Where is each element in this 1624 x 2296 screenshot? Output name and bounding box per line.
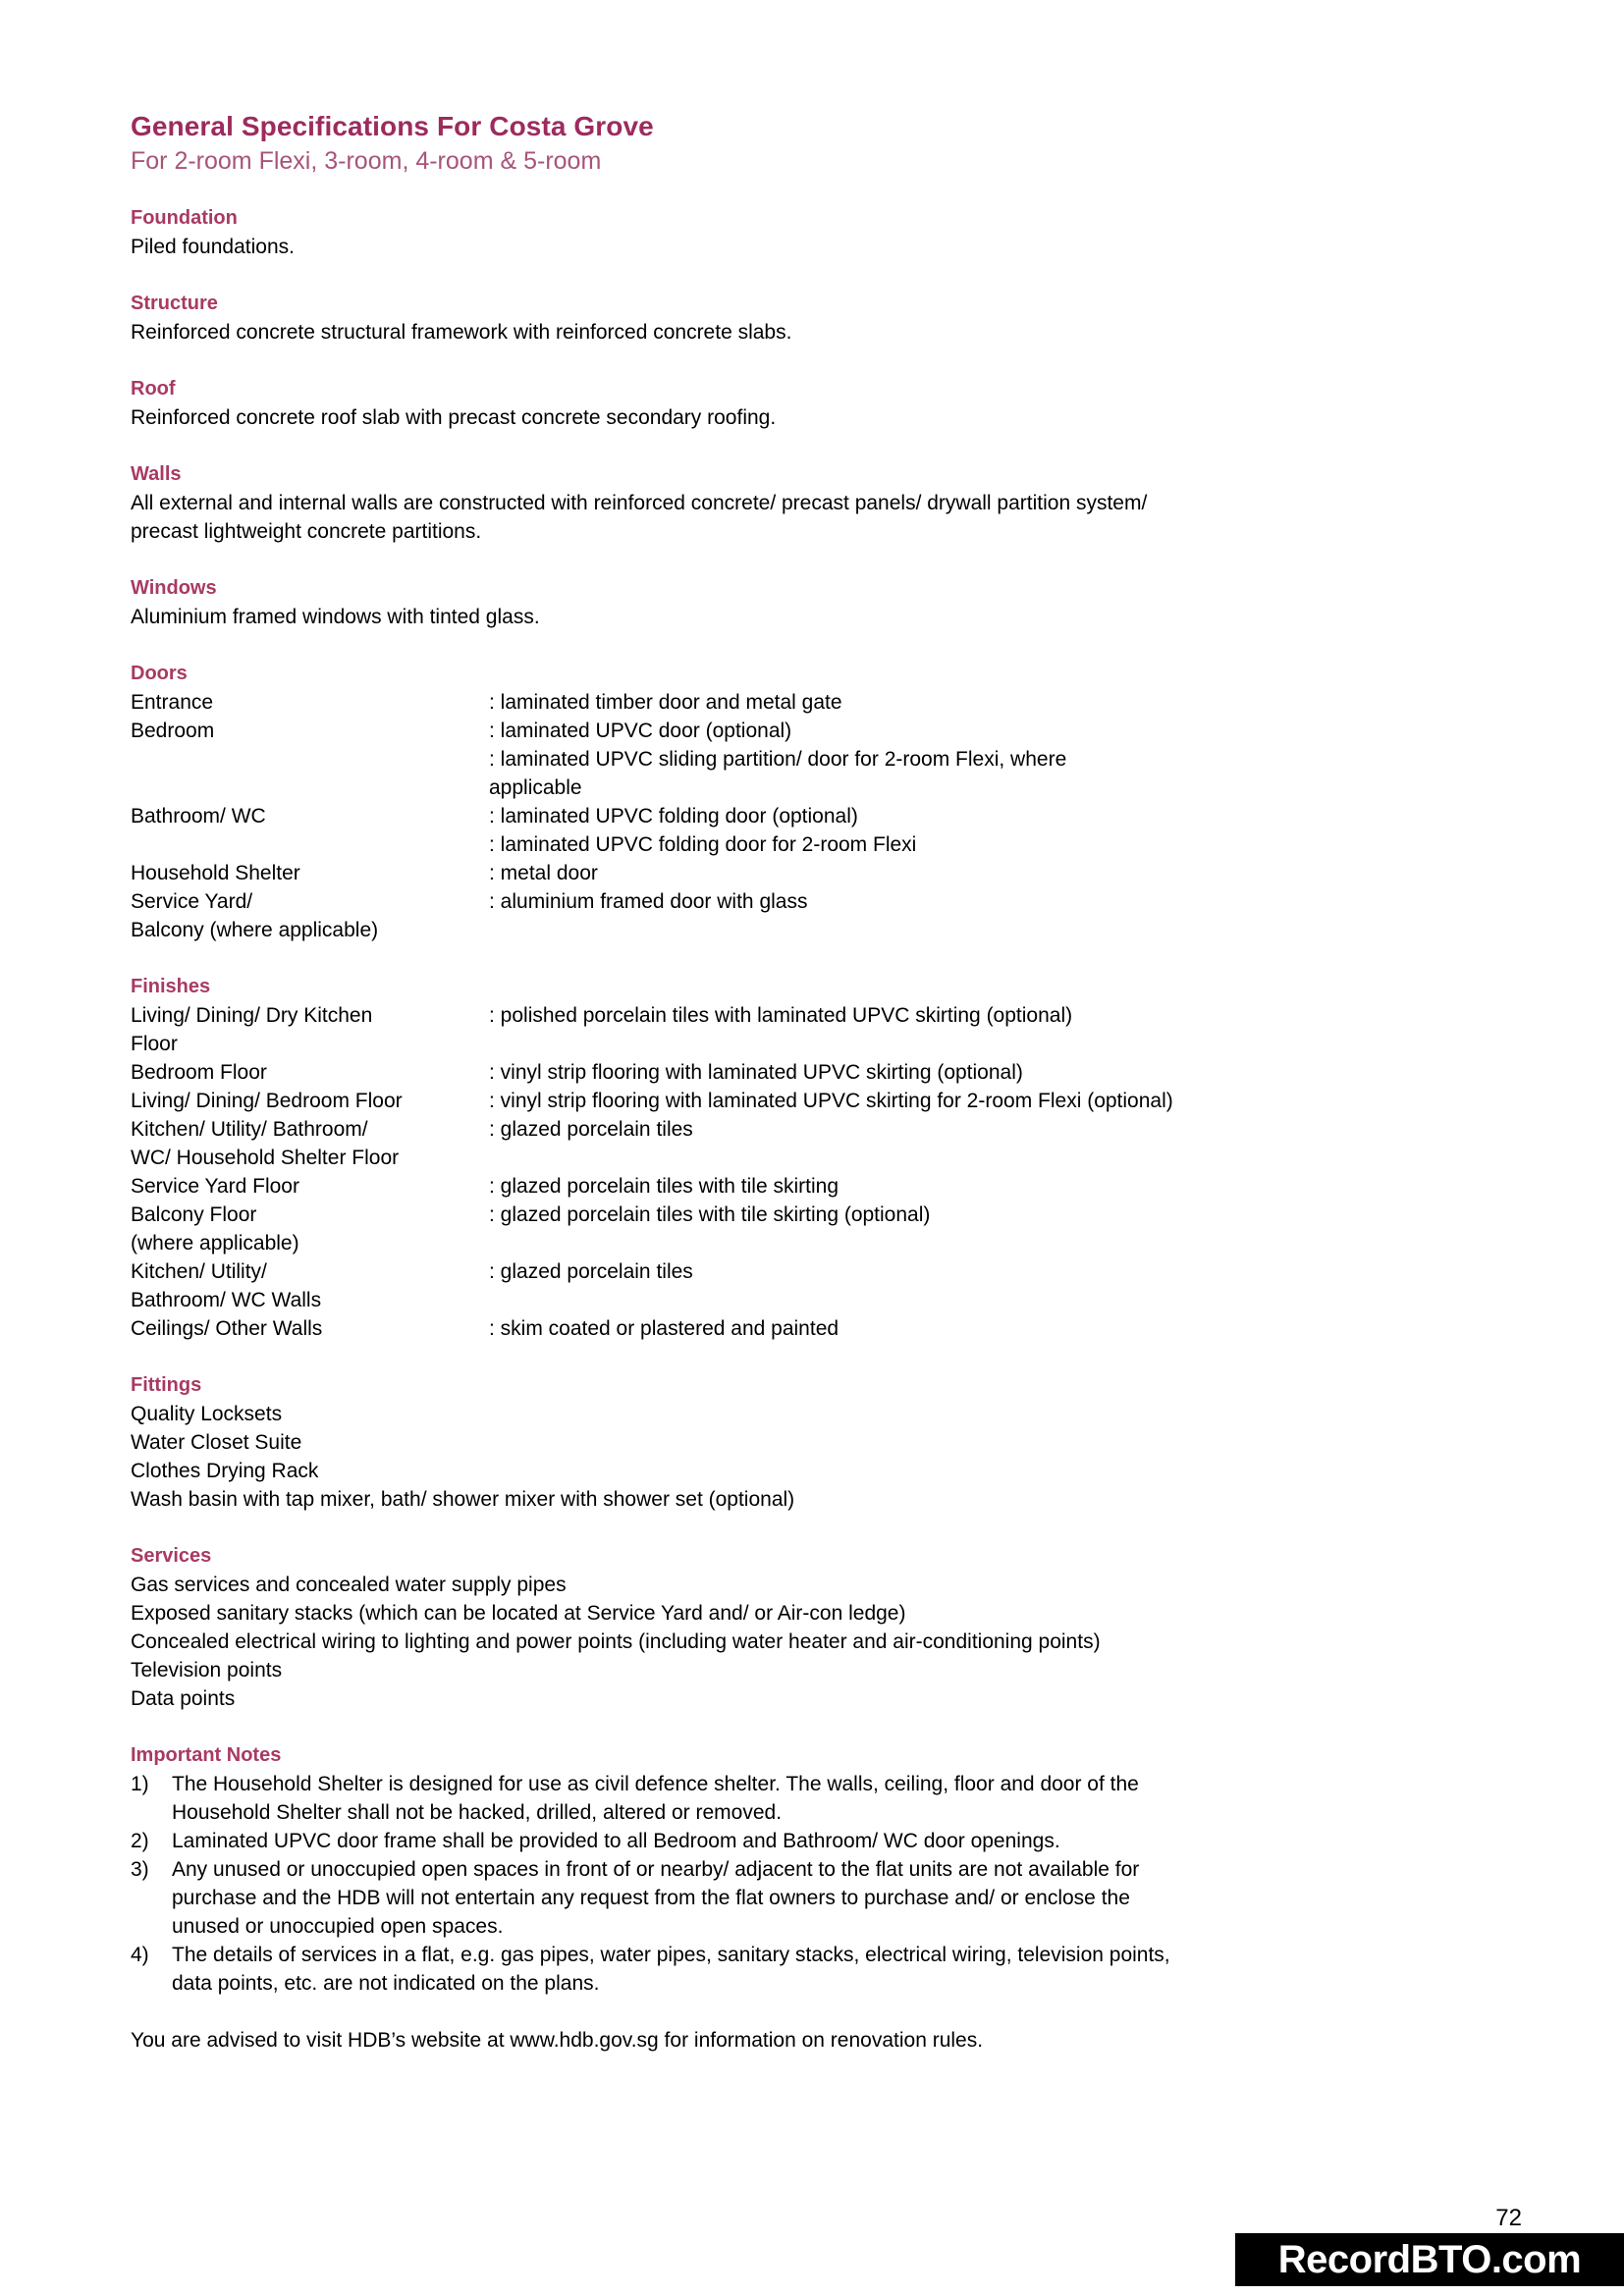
page-number: 72 — [1495, 2205, 1522, 2231]
note-line: Household Shelter shall not be hacked, drilled, altered or removed. — [172, 1801, 783, 1825]
section-finishes — [131, 974, 1505, 1343]
list-item: Exposed sanitary stacks (which can be located at Service Yard and/ or Air-con ledge) — [131, 1602, 906, 1626]
spec-label: Living/ Dining/ Bedroom Floor — [131, 1090, 403, 1113]
note-number: 4) — [131, 1944, 149, 1967]
spec-row — [131, 1030, 1505, 1058]
section-heading-services: Services — [131, 1545, 212, 1568]
section-heading-important-notes: Important Notes — [131, 1744, 282, 1767]
spec-row — [131, 1286, 1505, 1314]
section-services — [131, 1543, 1505, 1713]
section-roof — [131, 376, 1505, 432]
note-line: The Household Shelter is designed for use as civil defence shelter. The walls, ceiling, floor and door of the — [172, 1773, 1139, 1796]
section-heading-windows: Windows — [131, 577, 217, 600]
spec-row — [131, 745, 1505, 774]
spec-label: Balcony Floor — [131, 1203, 257, 1227]
walls-body-line-1: All external and internal walls are constructed with reinforced concrete/ precast panels/ drywall partition system/ — [131, 492, 1148, 515]
note-number: 3) — [131, 1858, 149, 1882]
section-heading-doors: Doors — [131, 663, 188, 685]
section-heading-structure: Structure — [131, 293, 218, 315]
watermark-label: RecordBTO.com — [1277, 2238, 1582, 2281]
spec-value: : vinyl strip flooring with laminated UPVC skirting for 2-room Flexi (optional) — [489, 1090, 1173, 1113]
spec-value: : laminated UPVC folding door (optional) — [489, 805, 858, 828]
note-number: 1) — [131, 1773, 149, 1796]
windows-body: Aluminium framed windows with tinted glass. — [131, 606, 540, 629]
spec-label: Service Yard Floor — [131, 1175, 299, 1199]
note-item — [131, 1827, 1505, 1855]
closing-statement: You are advised to visit HDB’s website at www.hdb.gov.sg for information on renovation rules. — [131, 2029, 984, 2053]
spec-value: : laminated UPVC folding door for 2-room Flexi — [489, 833, 917, 857]
spec-row — [131, 1257, 1505, 1286]
spec-label: Floor — [131, 1033, 178, 1056]
spec-label: Bathroom/ WC Walls — [131, 1289, 322, 1312]
spec-label: Bedroom Floor — [131, 1061, 267, 1085]
spec-row — [131, 859, 1505, 887]
note-line: Laminated UPVC door frame shall be provided to all Bedroom and Bathroom/ WC door openings. — [172, 1830, 1060, 1853]
section-heading-fittings: Fittings — [131, 1374, 202, 1397]
spec-value: : metal door — [489, 862, 598, 885]
note-item — [131, 1855, 1505, 1941]
spec-row — [131, 1229, 1505, 1257]
note-item — [131, 1770, 1505, 1827]
note-line: purchase and the HDB will not entertain any request from the flat owners to purchase and/ or enclose the — [172, 1887, 1130, 1910]
spec-label: Entrance — [131, 691, 214, 715]
list-item: Gas services and concealed water supply pipes — [131, 1574, 567, 1597]
note-line: unused or unoccupied open spaces. — [172, 1915, 504, 1939]
spec-label: Kitchen/ Utility/ — [131, 1260, 267, 1284]
section-doors — [131, 661, 1505, 944]
roof-body: Reinforced concrete roof slab with precast concrete secondary roofing. — [131, 406, 777, 430]
spec-row — [131, 774, 1505, 802]
spec-value — [489, 1030, 1505, 1058]
spec-row — [131, 1314, 1505, 1343]
spec-label: WC/ Household Shelter Floor — [131, 1147, 400, 1170]
section-fittings — [131, 1372, 1505, 1514]
list-item: Wash basin with tap mixer, bath/ shower mixer with shower set (optional) — [131, 1488, 795, 1512]
section-heading-foundation: Foundation — [131, 207, 238, 230]
spec-row — [131, 916, 1505, 944]
note-line: The details of services in a flat, e.g. gas pipes, water pipes, sanitary stacks, electrical wiring, television points, — [172, 1944, 1170, 1967]
spec-row — [131, 887, 1505, 916]
spec-value — [489, 916, 1505, 944]
spec-value: : vinyl strip flooring with laminated UPVC skirting (optional) — [489, 1061, 1023, 1085]
spec-row — [131, 1115, 1505, 1144]
section-heading-finishes: Finishes — [131, 976, 211, 998]
section-important-notes — [131, 1742, 1505, 2055]
section-foundation — [131, 205, 1505, 261]
list-item: Clothes Drying Rack — [131, 1460, 319, 1483]
spec-value: : laminated UPVC sliding partition/ door for 2-room Flexi, where — [489, 748, 1067, 772]
spec-label: Household Shelter — [131, 862, 300, 885]
section-structure — [131, 291, 1505, 347]
spec-label: Balcony (where applicable) — [131, 919, 379, 942]
spec-label: Living/ Dining/ Dry Kitchen — [131, 1004, 373, 1028]
spec-value: : laminated timber door and metal gate — [489, 691, 842, 715]
doors-spec-table — [131, 688, 1505, 944]
spec-value: : polished porcelain tiles with laminated UPVC skirting (optional) — [489, 1004, 1073, 1028]
spec-row — [131, 830, 1505, 859]
page-subtitle: For 2-room Flexi, 3-room, 4-room & 5-room — [131, 147, 602, 176]
note-line: Any unused or unoccupied open spaces in front of or nearby/ adjacent to the flat units are not available for — [172, 1858, 1140, 1882]
fittings-list — [131, 1400, 1505, 1514]
page-title: General Specifications For Costa Grove — [131, 111, 654, 141]
document-content — [131, 110, 1505, 2055]
spec-row — [131, 1001, 1505, 1030]
services-list — [131, 1571, 1505, 1713]
spec-label: Bathroom/ WC — [131, 805, 266, 828]
note-number: 2) — [131, 1830, 149, 1853]
list-item: Water Closet Suite — [131, 1431, 302, 1455]
spec-value: : aluminium framed door with glass — [489, 890, 808, 914]
spec-label: (where applicable) — [131, 1232, 299, 1255]
section-windows — [131, 575, 1505, 631]
spec-value — [489, 1229, 1505, 1257]
spec-row — [131, 1172, 1505, 1201]
note-line: data points, etc. are not indicated on the plans. — [172, 1972, 600, 1996]
doors-spec-body — [131, 688, 1505, 944]
foundation-body: Piled foundations. — [131, 236, 295, 259]
finishes-spec-body — [131, 1001, 1505, 1343]
structure-body: Reinforced concrete structural framework with reinforced concrete slabs. — [131, 321, 792, 345]
spec-label: Kitchen/ Utility/ Bathroom/ — [131, 1118, 368, 1142]
spec-value: applicable — [489, 776, 582, 800]
spec-value — [489, 1286, 1505, 1314]
spec-row — [131, 688, 1505, 717]
list-item: Television points — [131, 1659, 283, 1682]
list-item: Data points — [131, 1687, 236, 1711]
list-item: Quality Locksets — [131, 1403, 283, 1426]
spec-label: Service Yard/ — [131, 890, 253, 914]
walls-body-line-2: precast lightweight concrete partitions. — [131, 520, 482, 544]
spec-value: : skim coated or plastered and painted — [489, 1317, 839, 1341]
section-walls — [131, 461, 1505, 546]
spec-label: Ceilings/ Other Walls — [131, 1317, 323, 1341]
spec-row — [131, 1087, 1505, 1115]
watermark-badge — [1235, 2233, 1624, 2286]
spec-value: : laminated UPVC door (optional) — [489, 720, 792, 743]
important-notes-list — [131, 1770, 1505, 1998]
spec-row — [131, 802, 1505, 830]
spec-label: Bedroom — [131, 720, 215, 743]
spec-row — [131, 1144, 1505, 1172]
finishes-spec-table — [131, 1001, 1505, 1343]
spec-label — [131, 774, 489, 802]
spec-row — [131, 1058, 1505, 1087]
spec-value — [489, 1144, 1505, 1172]
spec-value: : glazed porcelain tiles with tile skirting (optional) — [489, 1203, 931, 1227]
list-item: Concealed electrical wiring to lighting and power points (including water heater and air-conditioning points) — [131, 1630, 1101, 1654]
section-heading-roof: Roof — [131, 378, 176, 400]
spec-value: : glazed porcelain tiles — [489, 1118, 693, 1142]
spec-row — [131, 1201, 1505, 1229]
spec-label — [131, 830, 489, 859]
spec-value: : glazed porcelain tiles with tile skirting — [489, 1175, 839, 1199]
section-heading-walls: Walls — [131, 463, 182, 486]
spec-value: : glazed porcelain tiles — [489, 1260, 693, 1284]
spec-row — [131, 717, 1505, 745]
spec-label — [131, 745, 489, 774]
note-item — [131, 1941, 1505, 1998]
